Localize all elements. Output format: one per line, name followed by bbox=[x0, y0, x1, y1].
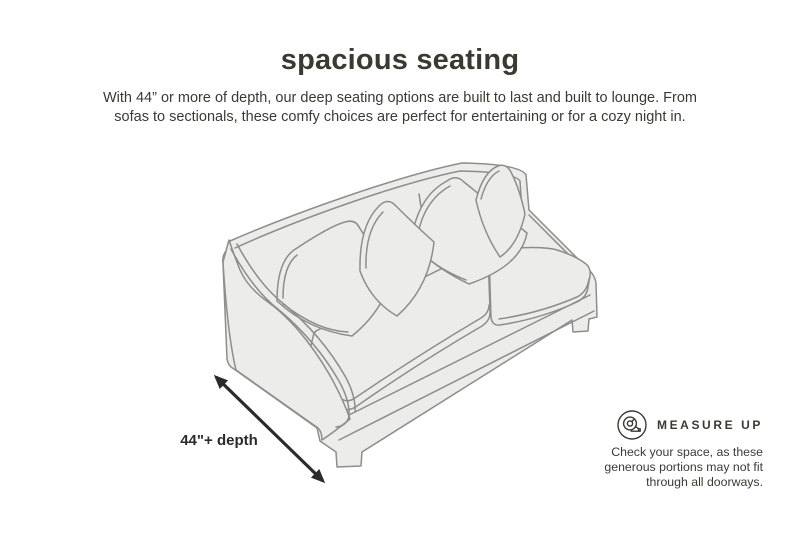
tape-measure-icon bbox=[616, 409, 648, 441]
measure-up-note bbox=[533, 445, 763, 491]
page-title: spacious seating bbox=[280, 44, 520, 76]
measure-up-heading: MEASURE UP bbox=[656, 418, 763, 432]
measure-up-note-line: through all doorways. bbox=[646, 475, 763, 490]
measure-up-note-line: Check your space, as these bbox=[611, 445, 763, 459]
depth-dimension-label: 44"+ depth bbox=[180, 432, 258, 449]
measure-up-note-line: generous portions may not fit bbox=[604, 460, 763, 475]
intro-text-line: With 44” or more of depth, our deep seating options are built to last and built to lounge. From bbox=[102, 90, 698, 106]
measure-up-section bbox=[533, 409, 763, 491]
measure-up-header bbox=[533, 409, 763, 441]
intro-text-line: sofas to sectionals, these comfy choices are perfect for entertaining or for a cozy night in. bbox=[114, 109, 686, 125]
